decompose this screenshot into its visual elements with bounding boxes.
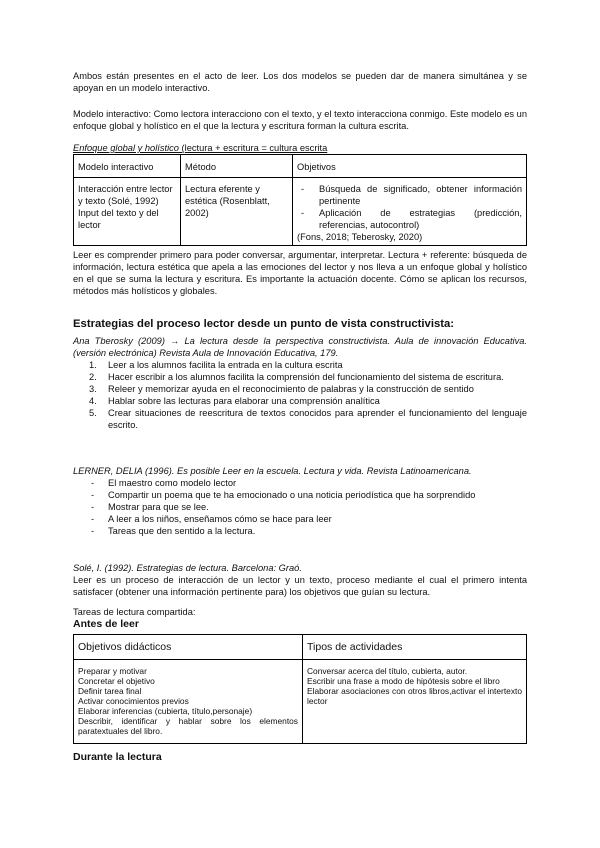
caption-rest: (lectura + escritura = cultura escrita — [178, 143, 328, 153]
list-item: - El maestro como modelo lector — [91, 478, 237, 488]
list-item: - Compartir un poema que te ha emocionado o una noticia periodística que ha sorprendido — [91, 490, 476, 500]
table2-cell-objetivos — [74, 660, 303, 744]
objetivos-citation: (Fons, 2018; Teberosky, 2020) — [297, 232, 423, 242]
list-item: 1. Leer a los alumnos facilita la entrada en la cultura escrita — [89, 360, 343, 370]
modelo-paragraph: Modelo interactivo: Como lectora interacciono con el texto, y el texto interacciona conmigo. Este modelo es un enfoque global y holístico en el que la lectura y escritura forman la cultura escrita. — [73, 109, 527, 131]
list-item: 2. Hacer escribir a los alumnos facilita la comprensión del funcionamiento del sistema de escritura. — [89, 372, 504, 382]
list-item: - Mostrar para que se lee. — [91, 502, 209, 512]
table2-cell-actividades — [303, 660, 527, 744]
objetivo-item: - Búsqueda de significado, obtener información pertinente — [301, 184, 522, 206]
list-item: - Tareas que den sentido a la lectura. — [91, 526, 256, 536]
table1-cell-modelo: Interacción entre lector y texto (Solé, 1992) Input del texto y del lector — [74, 178, 181, 246]
leer-paragraph: Leer es comprender primero para poder conversar, argumentar, interpretar. Lectura + referente: búsqueda de información, lectura estética que apela a las emociones del lector y nos lleva a un enfoque global y holístico en el que se suma la lectura y escritura. Es importante la actuación docente. Cómo se aplican los recursos, métodos más holísticos y globales. — [73, 250, 527, 296]
list-item: 5. Crear situaciones de reescritura de textos conocidos para aprender el funcionamiento del lenguaje escrito. — [89, 408, 527, 430]
objetivo-line: Concretar el objetivo — [78, 676, 155, 686]
interactive-model-table — [73, 154, 527, 246]
intro-paragraph: Ambos están presentes en el acto de leer. Los dos modelos se pueden dar de manera simultánea y se apoyan en un modelo interactivo. — [73, 71, 527, 93]
table1-header-objetivos: Objetivos — [293, 155, 527, 178]
actividad-line: Conversar acerca del título, cubierta, autor. — [307, 666, 468, 676]
objetivo-line: Elaborar inferencias (cubierta, título,personaje) — [78, 706, 253, 716]
list-item: 3. Releer y memorizar ayuda en el reconocimiento de palabras y la construcción de sentido — [89, 384, 474, 394]
objetivo-item: - Aplicación de estrategias (predicción, referencias, autocontrol) — [301, 208, 522, 230]
caption-italic: Enfoque global y holístico — [73, 143, 179, 153]
antes-heading: Antes de leer — [73, 618, 139, 630]
table1-cell-metodo: Lectura eferente y estética (Rosenblatt, 2002) — [181, 178, 293, 246]
table2-header-actividades: Tipos de actividades — [303, 635, 527, 660]
list-item: - A leer a los niños, enseñamos cómo se hace para leer — [91, 514, 332, 524]
table1-caption — [73, 143, 527, 154]
objetivo-line: Preparar y motivar — [78, 666, 147, 676]
sole-paragraph: Leer es un proceso de interacción de un lector y un texto, proceso mediante el cual el primero intenta satisfacer (obtener una información pertinente para) los objetivos que guían su lectura. — [73, 575, 527, 597]
lerner-list — [73, 477, 527, 537]
objetivo-line: Describir, identificar y hablar sobre los elementos paratextuales del libro. — [78, 716, 298, 736]
table1-cell-objetivos — [293, 178, 527, 246]
tberosky-reference: Ana Tberosky (2009) → La lectura desde la perspectiva constructivista. Aula de innovación Educativa. (versión electrónica) Revista Aula de Innovación Educativa, 179. — [73, 336, 527, 358]
actividad-line: Escribir una frase a modo de hipótesis sobre el libro — [307, 676, 500, 686]
durante-heading: Durante la lectura — [73, 751, 162, 763]
objetivo-line: Definir tarea final — [78, 686, 142, 696]
table1-header-modelo: Modelo interactivo — [74, 155, 181, 178]
estrategias-heading: Estrategias del proceso lector desde un punto de vista constructivista: — [73, 318, 455, 330]
table2-header-objetivos: Objetivos didácticos — [74, 635, 303, 660]
objetivo-line: Activar conocimientos previos — [78, 696, 189, 706]
table1-header-metodo: Método — [181, 155, 293, 178]
tareas-label: Tareas de lectura compartida: — [73, 607, 196, 617]
tberosky-list — [73, 359, 527, 431]
actividad-line: Elaborar asociaciones con otros libros,activar el intertexto lector — [307, 686, 522, 706]
sole-reference: Solé, I. (1992). Estrategias de lectura. Barcelona: Graó. — [73, 563, 302, 573]
lerner-reference: LERNER, DELIA (1996). Es posible Leer en la escuela. Lectura y vida. Revista Latinoamericana. — [73, 466, 472, 476]
list-item: 4. Hablar sobre las lecturas para elaborar una comprensión analítica — [89, 396, 380, 406]
antes-de-leer-table — [73, 634, 527, 744]
